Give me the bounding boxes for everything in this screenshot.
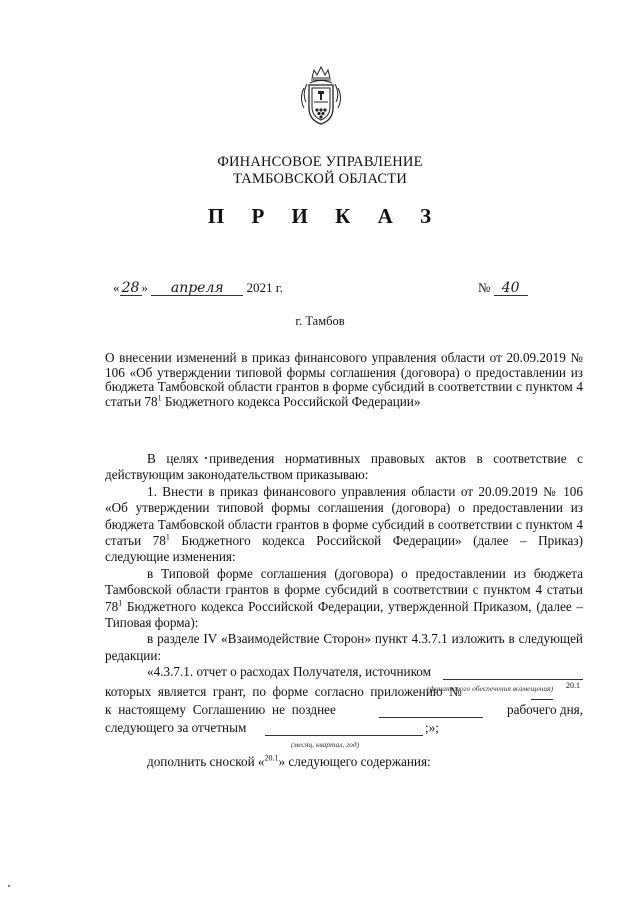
footnote-superscript: 20.1 [264, 753, 279, 763]
item-1-text-part1: 1. Внести в приказ финансового управления области от 20.09.2019 № 106 «Об утверждении типовой формы соглашения (договора) о предоставлении из бюджета Тамбовской области грантов в форме субсидий в соответствии с пунктом 4 статьи 78 [105, 483, 583, 549]
organization-name-line1: ФИНАНСОВОЕ УПРАВЛЕНИЕ [217, 154, 423, 170]
number-value: 40 [494, 280, 528, 296]
quote-text-1: «4.3.7.1. отчет о расходах Получателя, источником [147, 664, 431, 680]
date-month: апреля [151, 280, 243, 296]
footnote-text-a: дополнить сноской « [147, 754, 265, 770]
date-year: 2021 г. [246, 280, 283, 295]
subject-text-part1: О внесении изменений в приказ финансового управления области от 20.09.2019 № 106 «Об утверждении типовой формы соглашения (договора) о предоставлении из бюджета Тамбовской области грантов в форме субсидий в соответствии с пунктом 4 статьи 78 [105, 350, 583, 409]
quote-blank-4 [265, 722, 423, 736]
quote-line-2: которых является грант, по форме согласно приложению № 20.1 [105, 681, 580, 700]
document-body [105, 451, 583, 771]
paragraph-footnote-add [105, 754, 583, 770]
organization-name-line2: ТАМБОВСКОЙ ОБЛАСТИ [232, 171, 408, 187]
footnote-text-b: » следующего содержания: [278, 754, 431, 770]
quote-caption-1: (финансового обеспечения возмещения) [427, 684, 554, 694]
paragraph-section-iv: в разделе IV «Взаимодействие Сторон» пункт 4.3.7.1 изложить в следующей редакции: [105, 631, 583, 663]
date-open-quote: « [113, 280, 120, 295]
paragraph-changes [105, 566, 583, 632]
number-label: № [478, 280, 491, 295]
item-1-text-part2: Бюджетного кодекса Российской Федерации» (далее – Приказ) следующие изменения: [105, 533, 583, 565]
item-1-superscript: 1 [165, 532, 170, 542]
subject-text-part2: Бюджетного кодекса Российской Федерации» [161, 393, 421, 409]
paragraph-item-1 [105, 484, 583, 566]
quote-blank-3 [379, 704, 483, 718]
changes-superscript: 1 [118, 598, 123, 608]
changes-text-part1: в Типовой форме соглашения (договора) о предоставлении из бюджета Тамбовской области грантов в форме субсидий в соответствии с пунктом 4 статьи 78 [105, 565, 583, 614]
date-day: 28 [120, 280, 142, 296]
quote-text-2: которых является грант, по форме согласно приложению № [105, 684, 462, 700]
city-name: г. Тамбов [295, 314, 345, 328]
date-close-quote: » [141, 280, 148, 295]
document-type-title: П Р И К А З [207, 204, 443, 228]
scan-dot [8, 885, 10, 887]
changes-text-part2: Бюджетного кодекса Российской Федерации, утвержденной Приказом, (далее – Типовая форма): [105, 598, 583, 631]
document-date [113, 280, 283, 296]
quote-line-3 [105, 702, 583, 720]
document-subject [105, 351, 583, 409]
quote-text-4b: ;»; [425, 720, 439, 736]
paragraph-preamble: В целях приведения нормативных правовых актов в соответствие с действующим законодательством приказываю: [105, 451, 583, 483]
quote-text-3a: к настоящему Соглашению не позднее [105, 702, 336, 718]
quote-text-4a: следующего за отчетным [105, 720, 247, 736]
subject-superscript: 1 [157, 393, 162, 403]
coat-of-arms-emblem [296, 64, 346, 130]
quote-blank-2 [531, 686, 553, 700]
quote-blank-1 [443, 666, 583, 680]
quote-text-3b: рабочего дня, [507, 702, 583, 718]
document-number [478, 280, 528, 296]
quote-caption-4: (месяц, квартал, год) [291, 740, 360, 750]
quote-line-4 [105, 720, 583, 750]
